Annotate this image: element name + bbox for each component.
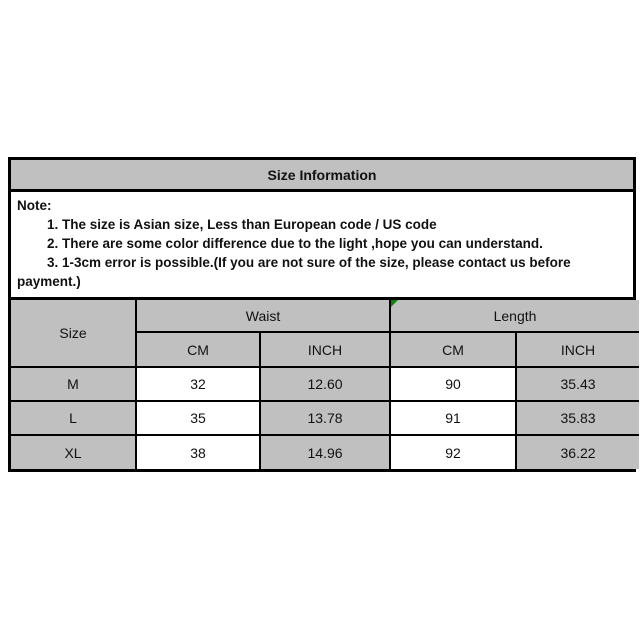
note-item-2: 2. There are some color difference due to the light ,hope you can understand. (47, 236, 543, 251)
waist-inch-cell: 13.78 (260, 401, 390, 435)
length-cm-cell: 91 (390, 401, 516, 435)
size-cell: L (11, 401, 136, 435)
column-header-waist: Waist (136, 300, 390, 332)
column-header-size: Size (11, 300, 136, 367)
length-cm-cell: 92 (390, 435, 516, 469)
length-inch-cell: 35.43 (516, 367, 639, 401)
size-cell: M (11, 367, 136, 401)
unit-header-waist-inch: INCH (260, 332, 390, 367)
table-header-group-row (11, 300, 639, 332)
note-label: Note: (17, 198, 52, 213)
note-section (11, 192, 633, 300)
table-row-m (11, 367, 639, 401)
table-row-xl (11, 435, 639, 469)
table-row-l (11, 401, 639, 435)
length-inch-cell: 36.22 (516, 435, 639, 469)
length-cm-cell: 90 (390, 367, 516, 401)
size-cell: XL (11, 435, 136, 469)
length-inch-cell: 35.83 (516, 401, 639, 435)
size-table (11, 300, 639, 469)
note-item-3: 3. 1-3cm error is possible.(If you are not sure of the size, please contact us before payment.) (17, 255, 571, 289)
unit-header-waist-cm: CM (136, 332, 260, 367)
size-information-panel (8, 157, 636, 472)
panel-title: Size Information (11, 160, 633, 192)
unit-header-length-inch: INCH (516, 332, 639, 367)
column-header-length (390, 300, 639, 332)
column-header-length-label: Length (493, 307, 537, 324)
note-item-1: 1. The size is Asian size, Less than European code / US code (47, 217, 437, 232)
waist-inch-cell: 14.96 (260, 435, 390, 469)
waist-cm-cell: 38 (136, 435, 260, 469)
unit-header-length-cm: CM (390, 332, 516, 367)
waist-cm-cell: 32 (136, 367, 260, 401)
cell-corner-marker-icon (391, 300, 398, 307)
waist-inch-cell: 12.60 (260, 367, 390, 401)
waist-cm-cell: 35 (136, 401, 260, 435)
